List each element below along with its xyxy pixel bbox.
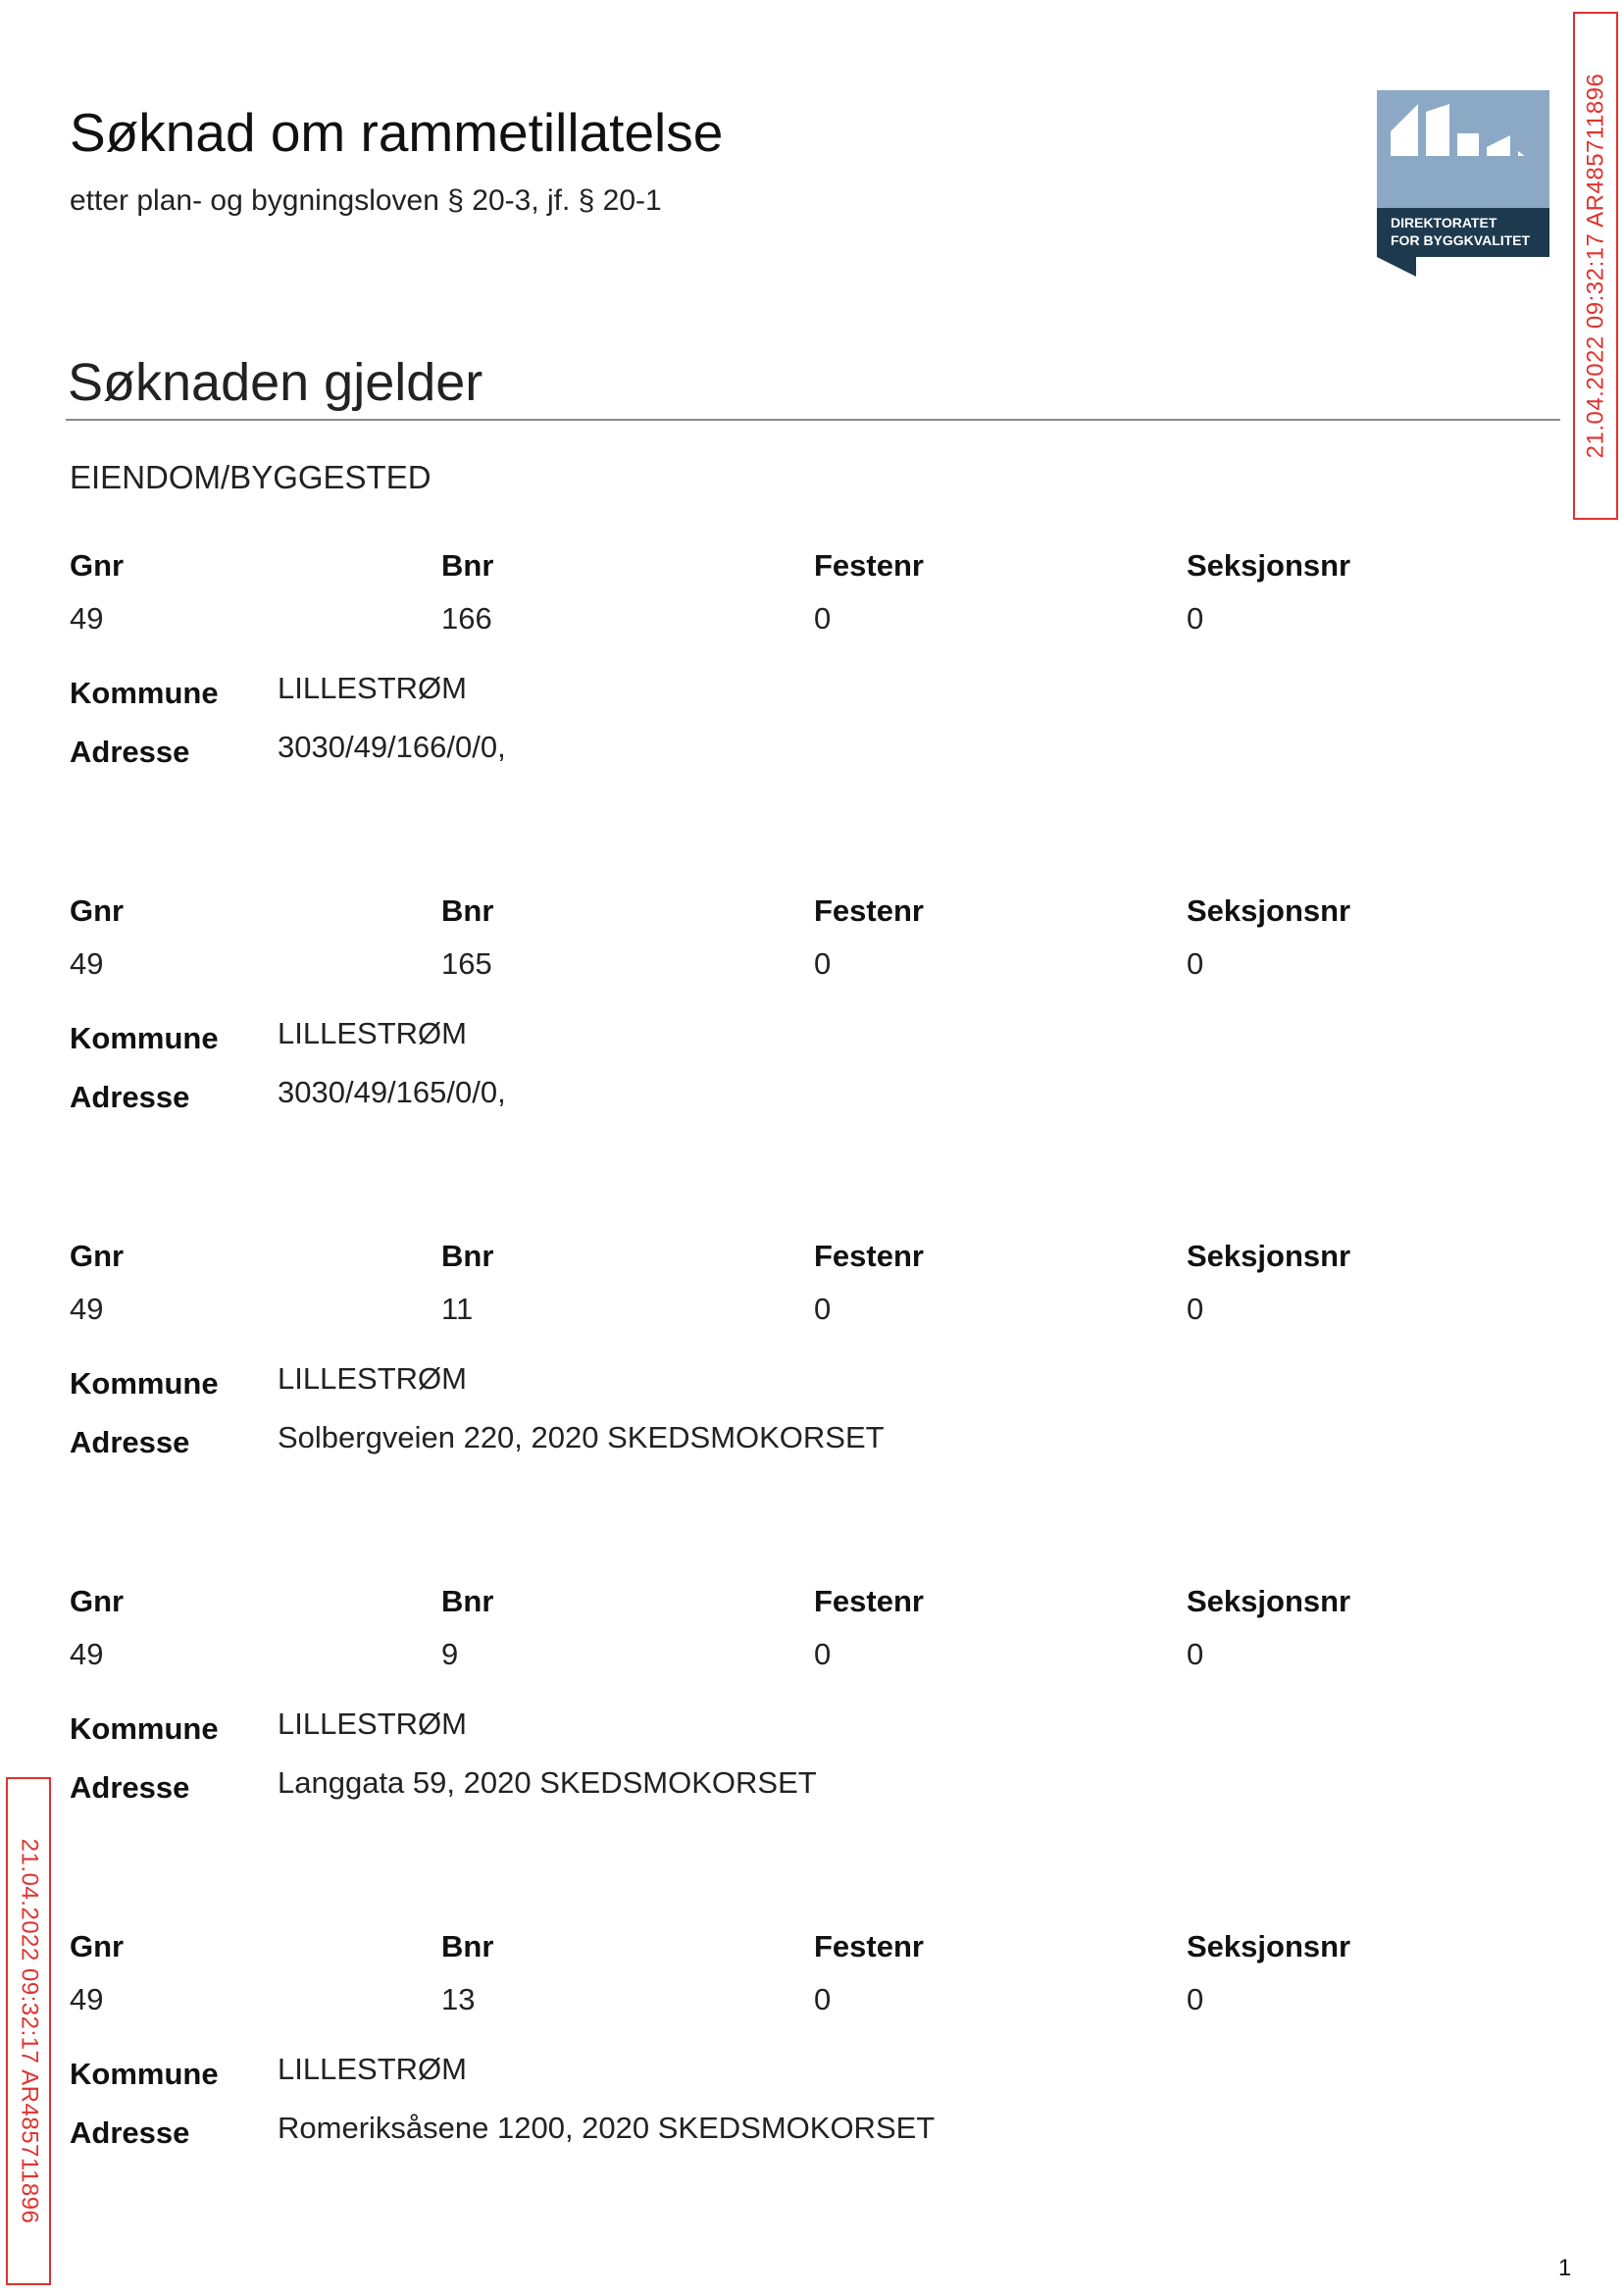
festenr-value: 0	[814, 1982, 832, 2016]
seksjonsnr-label: Seksjonsnr	[1187, 548, 1351, 583]
kommune-value: LILLESTRØM	[278, 671, 467, 705]
adresse-value: Romeriksåsene 1200, 2020 SKEDSMOKORSET	[278, 2111, 936, 2145]
adresse-label: Adresse	[70, 1770, 190, 1805]
adresse-value: 3030/49/165/0/0,	[278, 1075, 506, 1109]
property-block	[0, 892, 1624, 1186]
property-block	[0, 1927, 1624, 2221]
festenr-value: 0	[814, 946, 832, 981]
logo-line2: FOR BYGGKVALITET	[1391, 232, 1531, 248]
seksjonsnr-value: 0	[1187, 601, 1204, 636]
festenr-label: Festenr	[814, 548, 924, 583]
seksjonsnr-value: 0	[1187, 1637, 1204, 1671]
gnr-value: 49	[70, 946, 104, 981]
seksjonsnr-label: Seksjonsnr	[1187, 1239, 1351, 1273]
festenr-value: 0	[814, 601, 832, 636]
dibk-logo	[1377, 90, 1549, 277]
gnr-label: Gnr	[70, 548, 125, 583]
bnr-value: 165	[441, 946, 492, 981]
gnr-label: Gnr	[70, 1929, 125, 1963]
property-block	[0, 1237, 1624, 1531]
festenr-label: Festenr	[814, 1929, 924, 1963]
bnr-label: Bnr	[441, 1584, 494, 1618]
property-block	[0, 1582, 1624, 1876]
kommune-label: Kommune	[70, 1711, 219, 1746]
kommune-value: LILLESTRØM	[278, 1707, 467, 1741]
festenr-value: 0	[814, 1637, 832, 1671]
adresse-value: Langgata 59, 2020 SKEDSMOKORSET	[278, 1765, 817, 1800]
adresse-label: Adresse	[70, 1080, 190, 1114]
adresse-label: Adresse	[70, 735, 190, 769]
seksjonsnr-value: 0	[1187, 1982, 1204, 2016]
archive-stamp-top	[1573, 12, 1618, 520]
page-number: 1	[1558, 2255, 1572, 2281]
gnr-value: 49	[70, 601, 104, 636]
bnr-value: 9	[441, 1637, 459, 1671]
bnr-value: 166	[441, 601, 492, 636]
kommune-value: LILLESTRØM	[278, 2052, 467, 2086]
section-heading: Søknaden gjelder	[68, 353, 483, 412]
logo-line1: DIREKTORATET	[1391, 215, 1497, 230]
festenr-label: Festenr	[814, 893, 924, 928]
kommune-label: Kommune	[70, 676, 219, 710]
archive-stamp-side	[6, 1777, 51, 2285]
adresse-value: 3030/49/166/0/0,	[278, 730, 506, 764]
gnr-value: 49	[70, 1637, 104, 1671]
section-divider	[66, 419, 1560, 421]
stamp-text: 21.04.2022 09:32:17 AR485711896	[16, 1838, 42, 2224]
gnr-label: Gnr	[70, 893, 125, 928]
adresse-label: Adresse	[70, 2116, 190, 2150]
gnr-value: 49	[70, 1982, 104, 2016]
adresse-value: Solbergveien 220, 2020 SKEDSMOKORSET	[278, 1420, 885, 1454]
stamp-text: 21.04.2022 09:32:17 AR485711896	[1582, 73, 1608, 459]
building-logo-icon	[1377, 90, 1549, 277]
subsection-heading: EIENDOM/BYGGESTED	[70, 459, 431, 495]
kommune-label: Kommune	[70, 1366, 219, 1401]
kommune-label: Kommune	[70, 1021, 219, 1055]
gnr-label: Gnr	[70, 1239, 125, 1273]
kommune-value: LILLESTRØM	[278, 1016, 467, 1050]
bnr-label: Bnr	[441, 548, 494, 583]
seksjonsnr-label: Seksjonsnr	[1187, 1584, 1351, 1618]
property-block	[0, 546, 1624, 841]
seksjonsnr-value: 0	[1187, 1292, 1204, 1326]
document-title: Søknad om rammetillatelse	[70, 102, 724, 163]
adresse-label: Adresse	[70, 1425, 190, 1459]
festenr-value: 0	[814, 1292, 832, 1326]
bnr-label: Bnr	[441, 893, 494, 928]
bnr-label: Bnr	[441, 1929, 494, 1963]
bnr-label: Bnr	[441, 1239, 494, 1273]
gnr-label: Gnr	[70, 1584, 125, 1618]
bnr-value: 11	[441, 1292, 474, 1326]
festenr-label: Festenr	[814, 1584, 924, 1618]
kommune-label: Kommune	[70, 2057, 219, 2091]
festenr-label: Festenr	[814, 1239, 924, 1273]
seksjonsnr-label: Seksjonsnr	[1187, 1929, 1351, 1963]
seksjonsnr-label: Seksjonsnr	[1187, 893, 1351, 928]
document-subtitle: etter plan- og bygningsloven § 20-3, jf. § 20-1	[70, 184, 662, 217]
gnr-value: 49	[70, 1292, 104, 1326]
bnr-value: 13	[441, 1982, 476, 2016]
kommune-value: LILLESTRØM	[278, 1361, 467, 1396]
seksjonsnr-value: 0	[1187, 946, 1204, 981]
